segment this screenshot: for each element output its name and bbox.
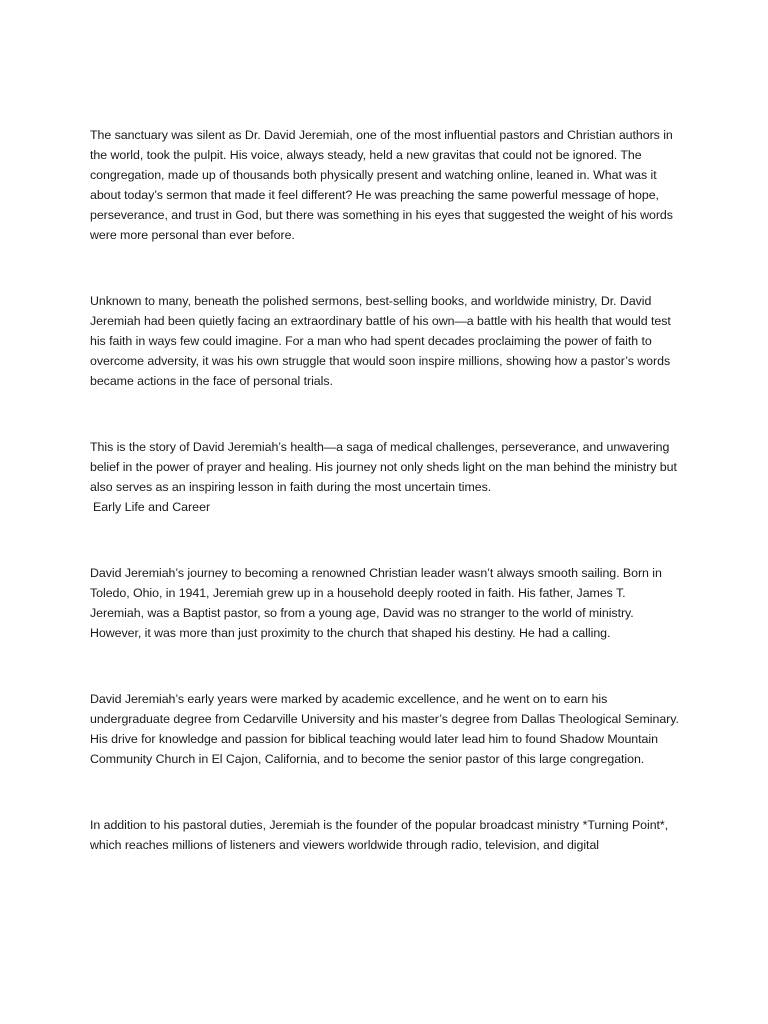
paragraph-turning-point: In addition to his pastoral duties, Jeremiah is the founder of the popular broadcast ministry *Turning Point*, which reaches millions of listeners and viewers worldwide through radio, television, and digital bbox=[90, 818, 669, 852]
paragraph-intro: The sanctuary was silent as Dr. David Jeremiah, one of the most influential pastors and Christian authors in the world, took the pulpit. His voice, always steady, held a new gravitas that could not be ignored. The congregation, made up of thousands both physically present and watching online, leaned in. What was it about today’s sermon that made it feel different? He was preaching the same powerful message of hope, perseverance, and trust in God, but there was something in his eyes that suggested the weight of his words were more personal than ever before. bbox=[90, 128, 673, 242]
document-body bbox=[90, 125, 680, 855]
paragraph-hidden-battle: Unknown to many, beneath the polished sermons, best-selling books, and worldwide ministry, Dr. David Jeremiah had been quietly facing an extraordinary battle of his own—a battle with his health that would test his faith in ways few could imagine. For a man who had spent decades proclaiming the power of faith to overcome adversity, it was his own struggle that would soon inspire millions, showing how a pastor’s words became actions in the face of personal trials. bbox=[90, 294, 671, 388]
paragraph-story-summary: This is the story of David Jeremiah’s health—a saga of medical challenges, perseverance, and unwavering belief in the power of prayer and healing. His journey not only sheds light on the man behind the ministry but also serves as an inspiring lesson in faith during the most uncertain times. bbox=[90, 440, 677, 494]
section-heading: Early Life and Career bbox=[93, 500, 211, 514]
paragraph-education: David Jeremiah’s early years were marked by academic excellence, and he went on to earn his undergraduate degree from Cedarville University and his master’s degree from Dallas Theological Seminary. His drive for knowledge and passion for biblical teaching would later lead him to found Shadow Mountain Community Church in El Cajon, California, and to become the senior pastor of this large congregation. bbox=[90, 692, 679, 766]
paragraph-early-journey: David Jeremiah’s journey to becoming a renowned Christian leader wasn’t always smooth sailing. Born in Toledo, Ohio, in 1941, Jeremiah grew up in a household deeply rooted in faith. His father, James T. Jeremiah, was a Baptist pastor, so from a young age, David was no stranger to the world of ministry. However, it was more than just proximity to the church that shaped his destiny. He had a calling. bbox=[90, 566, 662, 640]
